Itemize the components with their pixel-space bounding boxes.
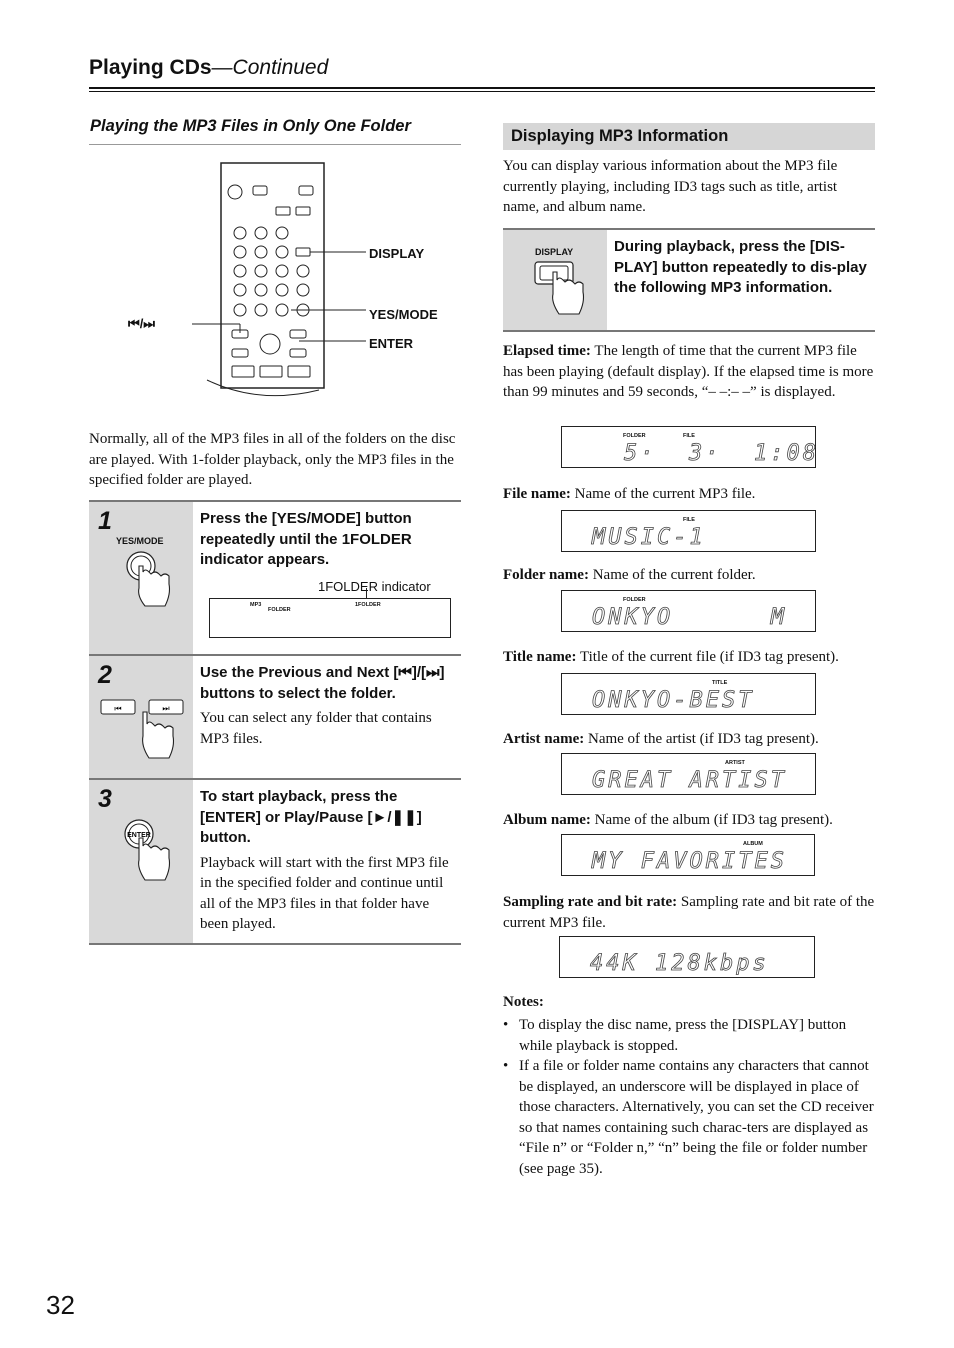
callout-yes-mode: YES/MODE <box>369 307 438 322</box>
item-term: Title name: <box>503 649 577 665</box>
step-1-body <box>200 509 458 594</box>
notes-title: Notes: <box>503 994 544 1010</box>
item-text: Name of the current folder. <box>588 567 756 583</box>
display-instruction: During playback, press the [DIS-PLAY] button repeatedly to dis-play the following MP3 information. <box>614 238 867 296</box>
svg-text:⏭: ⏭ <box>162 704 170 713</box>
right-intro: You can display various information about the MP3 file currently playing, including ID3 tags such as title, artist name, and album name. <box>503 158 838 215</box>
step-3-body <box>200 787 458 935</box>
display-press-icon <box>531 258 595 320</box>
step-1-side <box>89 502 193 654</box>
right-section-title-bar <box>503 123 875 150</box>
enter-icon-label: ENTER <box>127 832 151 839</box>
lcd-indicator: ALBUM <box>743 841 763 847</box>
display-button-label: DISPLAY <box>535 247 574 257</box>
callout-prev-next: ⏮/⏭ <box>128 316 156 331</box>
steps-bottom-rule <box>89 943 461 945</box>
prev-next-press-icon <box>99 696 189 766</box>
lcd-indicator: FOLDER <box>623 597 646 603</box>
item-artist-name <box>503 729 875 750</box>
item-term: Elapsed time: <box>503 343 591 359</box>
lcd-title-name <box>561 673 816 715</box>
lcd-indicator: FILE <box>683 433 695 439</box>
yes-mode-press-icon <box>119 548 179 612</box>
display-box-side <box>503 230 607 330</box>
svg-text:⏮: ⏮ <box>114 704 122 713</box>
step-2-description: You can select any folder that contains MP3 files. <box>200 710 432 747</box>
item-text: The length of time that the current MP3 file has been playing (default display). If the elapsed time is more than 99 minutes and 59 seconds, “– –:– –” is displayed. <box>503 343 874 400</box>
lcd-elapsed-time <box>561 426 819 468</box>
note-item: • To display the disc name, press the [DISPLAY] button while playback is stopped. <box>503 1015 877 1056</box>
page-number: 32 <box>46 1290 75 1320</box>
left-intro: Normally, all of the MP3 files in all of the folders on the disc are played. With 1-folder playback, only the MP3 files in the specified folder are played. <box>89 431 456 488</box>
step-2 <box>89 654 461 779</box>
step-2-side <box>89 656 193 779</box>
lcd-album-name <box>561 834 815 876</box>
step-2-body <box>200 663 458 749</box>
callout-display: DISPLAY <box>369 246 425 261</box>
step-1-number: 1 <box>98 507 112 535</box>
lcd-text: MY FAVORITES <box>592 849 787 874</box>
item-term: Sampling rate and bit rate: <box>503 894 678 910</box>
item-text: Title of the current file (if ID3 tag present). <box>576 649 839 665</box>
step-3-description: Playback will start with the first MP3 file in the specified folder and continue until all of the MP3 files in that folder have been played. <box>200 854 449 932</box>
enter-press-icon <box>119 816 181 888</box>
lcd-text: ONKYO M <box>592 605 787 630</box>
lcd-artist-name <box>561 753 816 795</box>
indicator-caption: 1FOLDER indicator <box>318 579 431 594</box>
lcd-indicator: ARTIST <box>725 760 745 766</box>
item-title-name <box>503 647 875 668</box>
item-text: Name of the current MP3 file. <box>570 486 756 502</box>
item-text: Name of the album (if ID3 tag present). <box>590 812 833 828</box>
header-title: Playing CDs <box>89 56 212 79</box>
item-file-name <box>503 484 875 505</box>
lcd-indicator: FILE <box>683 517 695 523</box>
step-2-number: 2 <box>98 661 112 689</box>
item-elapsed-time <box>503 341 875 403</box>
page-header <box>89 56 328 80</box>
left-section-rule <box>89 144 461 145</box>
step-3-number: 3 <box>98 785 112 813</box>
display-instruction-box <box>503 228 875 332</box>
lcd-indicator: TITLE <box>712 680 728 686</box>
item-term: Artist name: <box>503 731 585 747</box>
lcd-1folder-indicator: 1FOLDER <box>355 602 381 608</box>
left-section-title: Playing the MP3 Files in Only One Folder <box>90 117 411 135</box>
lcd-folder-name <box>561 590 816 632</box>
item-term: File name: <box>503 486 571 502</box>
lcd-file-name <box>561 510 816 552</box>
lcd-text: GREAT ARTIST <box>592 768 787 793</box>
lcd-text: MUSIC-1 <box>592 525 706 550</box>
lcd-sampling-rate <box>559 936 815 978</box>
header-continued: —Continued <box>211 56 329 79</box>
step-1 <box>89 500 461 654</box>
note-item: • If a file or folder name contains any characters that cannot be displayed, an underscore will be displayed in place of those characters. Alternatively, you can set the CD receiver so that names containing such charac-ters are displayed as “File n” or “Folder n,” “n” being the file or folder number (see page 35). <box>503 1056 877 1179</box>
step-1-lcd <box>209 598 451 638</box>
item-album-name <box>503 810 875 831</box>
step-3-instruction: To start playback, press the [ENTER] or Play/Pause [►/❚❚] button. <box>200 788 422 846</box>
item-sampling-rate <box>503 892 875 933</box>
item-text: Name of the artist (if ID3 tag present). <box>584 731 819 747</box>
right-section-title: Displaying MP3 Information <box>511 127 729 145</box>
remote-control-icon <box>89 155 469 410</box>
item-term: Folder name: <box>503 567 589 583</box>
notes-list <box>503 1015 877 1179</box>
step-3 <box>89 778 461 945</box>
lcd-indicator: FOLDER <box>623 433 646 439</box>
step-2-instruction: Use the Previous and Next [⏮]/[⏭] buttons to select the folder. <box>200 664 445 702</box>
remote-control-illustration <box>89 155 469 410</box>
lcd-text: ONKYO-BEST <box>592 688 755 713</box>
lcd-text: 44K 128kbps <box>590 951 769 976</box>
lcd-mp3-indicator: MP3 <box>250 602 262 608</box>
item-term: Album name: <box>503 812 591 828</box>
step-1-instruction: Press the [YES/MODE] button repeatedly until the 1FOLDER indicator appears. <box>200 510 412 568</box>
callout-enter: ENTER <box>369 336 414 351</box>
item-folder-name <box>503 565 875 586</box>
step-3-side <box>89 780 193 945</box>
yes-mode-label: YES/MODE <box>116 536 164 546</box>
header-rule <box>89 87 875 92</box>
item-text: Sampling rate and bit rate of the current MP3 file. <box>503 894 875 931</box>
lcd-text: 5· 3· 1:08 <box>624 441 819 466</box>
lcd-folder-indicator: FOLDER <box>268 607 291 613</box>
